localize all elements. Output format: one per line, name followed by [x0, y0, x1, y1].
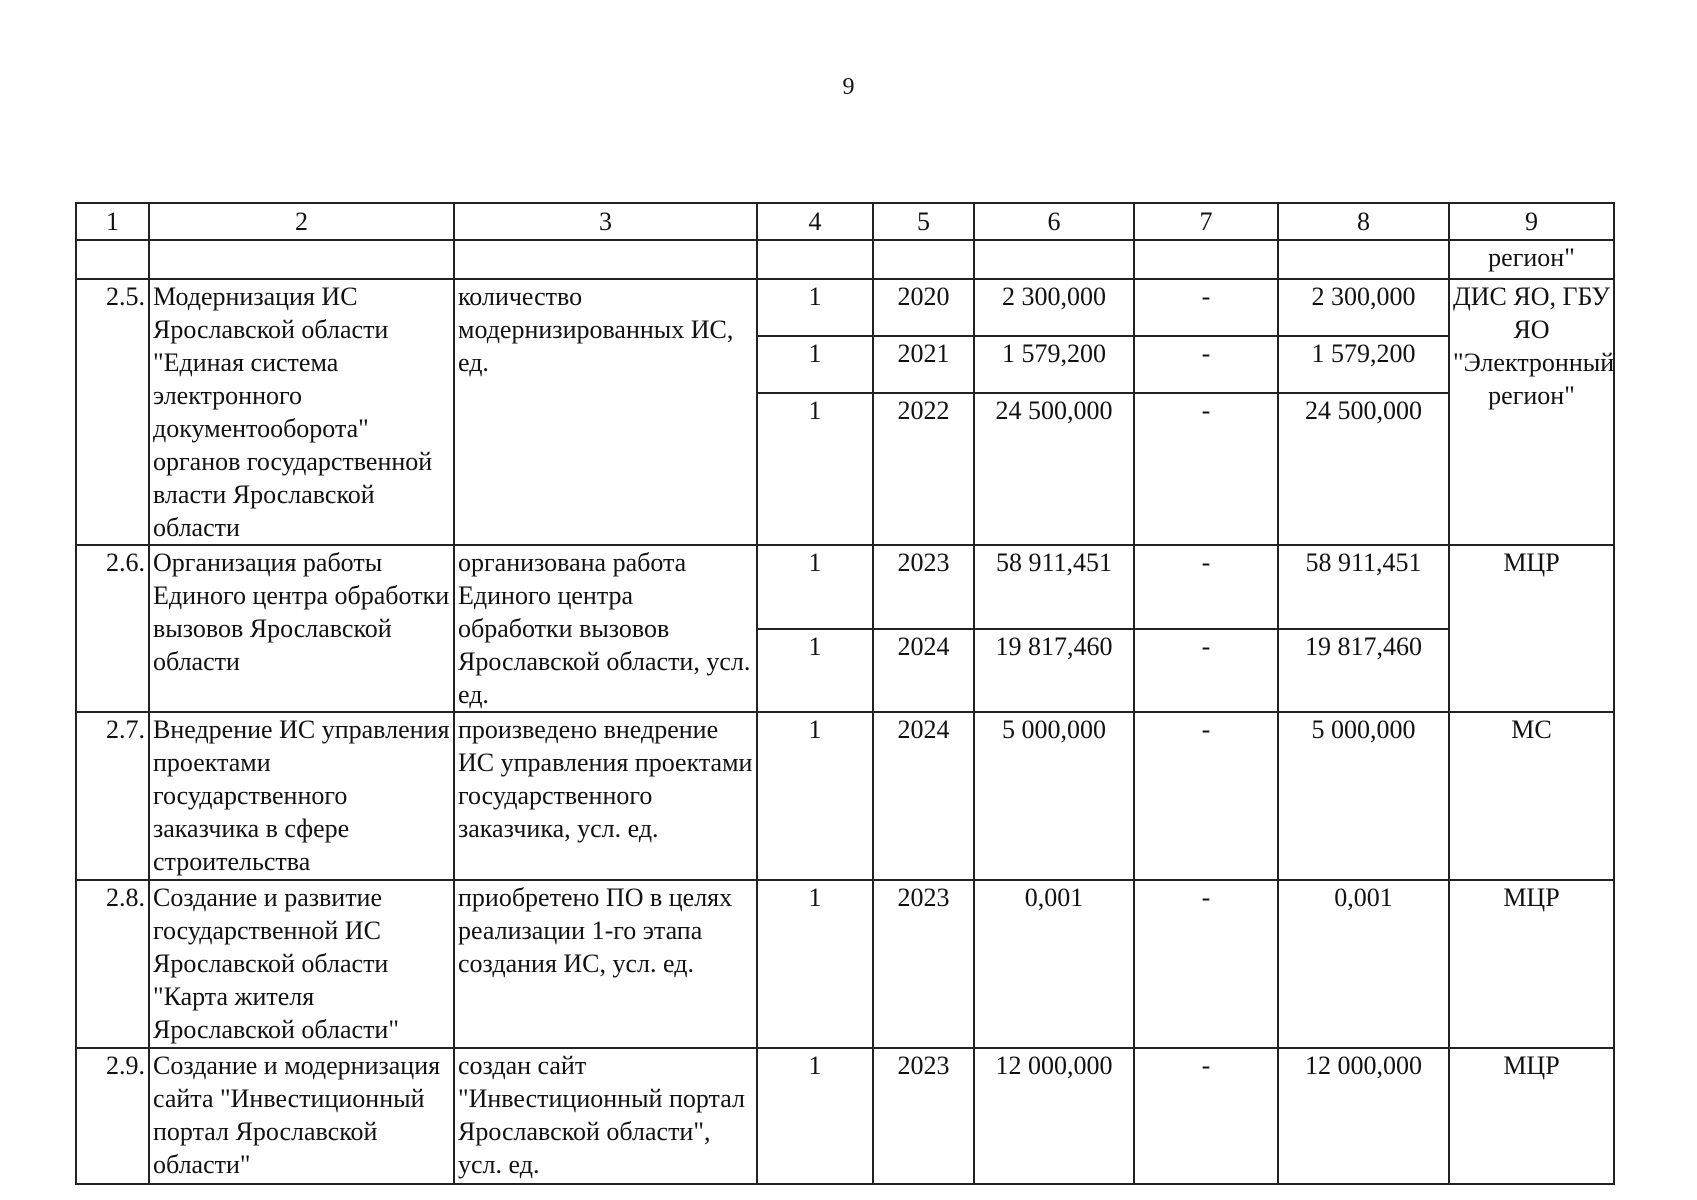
regional-amount: 24 500,000: [1278, 393, 1449, 545]
year: 2024: [873, 712, 974, 880]
executor: МС: [1449, 712, 1614, 880]
executor: МЦР: [1449, 545, 1614, 712]
header-cell: 1: [76, 203, 149, 240]
quantity: 1: [757, 712, 873, 880]
measure-name: Создание и модернизация сайта "Инвестиционный портал Ярославской области": [149, 1048, 454, 1184]
table-row: [76, 712, 1614, 880]
measure-name: Создание и развитие государственной ИС Ярославской области "Карта жителя Ярославской области": [149, 880, 454, 1048]
regional-amount: 5 000,000: [1278, 712, 1449, 880]
header-cell: 2: [149, 203, 454, 240]
empty-cell: [757, 240, 873, 279]
table-row: [76, 1048, 1614, 1184]
measure-name: Внедрение ИС управления проектами государственного заказчика в сфере строительства: [149, 712, 454, 880]
year: 2023: [873, 545, 974, 629]
row-number: 2.6.: [76, 545, 149, 712]
executor: ДИС ЯО, ГБУ ЯО "Электронный регион": [1449, 279, 1614, 545]
total-amount: 5 000,000: [974, 712, 1134, 880]
federal-amount: -: [1134, 336, 1278, 393]
quantity: 1: [757, 393, 873, 545]
federal-amount: -: [1134, 629, 1278, 713]
indicator: организована работа Единого центра обработки вызовов Ярославской области, усл. ед.: [454, 545, 757, 712]
empty-cell: [76, 240, 149, 279]
federal-amount: -: [1134, 545, 1278, 629]
row-number: 2.7.: [76, 712, 149, 880]
header-cell: 8: [1278, 203, 1449, 240]
total-amount: 58 911,451: [974, 545, 1134, 629]
continuation-row: [76, 240, 1614, 279]
page-number: 9: [842, 74, 855, 100]
executor: МЦР: [1449, 1048, 1614, 1184]
table-row: [76, 279, 1614, 336]
empty-cell: [454, 240, 757, 279]
measure-name: Организация работы Единого центра обработки вызовов Ярославской области: [149, 545, 454, 712]
indicator: создан сайт "Инвестиционный портал Ярославской области", усл. ед.: [454, 1048, 757, 1184]
header-row: [76, 203, 1614, 240]
row-number: 2.9.: [76, 1048, 149, 1184]
empty-cell: [1278, 240, 1449, 279]
year: 2021: [873, 336, 974, 393]
quantity: 1: [757, 629, 873, 713]
empty-cell: [974, 240, 1134, 279]
executor: МЦР: [1449, 880, 1614, 1048]
empty-cell: [1134, 240, 1278, 279]
row-number: 2.8.: [76, 880, 149, 1048]
federal-amount: -: [1134, 279, 1278, 336]
regional-amount: 2 300,000: [1278, 279, 1449, 336]
header-cell: 3: [454, 203, 757, 240]
total-amount: 1 579,200: [974, 336, 1134, 393]
year: 2023: [873, 1048, 974, 1184]
year: 2020: [873, 279, 974, 336]
total-amount: 24 500,000: [974, 393, 1134, 545]
table-row: [76, 880, 1614, 1048]
program-table: [75, 202, 1615, 1185]
empty-cell: [873, 240, 974, 279]
header-cell: 5: [873, 203, 974, 240]
indicator: произведено внедрение ИС управления проектами государственного заказчика, усл. ед.: [454, 712, 757, 880]
quantity: 1: [757, 1048, 873, 1184]
header-cell: 6: [974, 203, 1134, 240]
header-cell: 4: [757, 203, 873, 240]
year: 2024: [873, 629, 974, 713]
empty-cell: [149, 240, 454, 279]
year: 2022: [873, 393, 974, 545]
quantity: 1: [757, 279, 873, 336]
quantity: 1: [757, 545, 873, 629]
federal-amount: -: [1134, 1048, 1278, 1184]
federal-amount: -: [1134, 712, 1278, 880]
year: 2023: [873, 880, 974, 1048]
regional-amount: 12 000,000: [1278, 1048, 1449, 1184]
total-amount: 2 300,000: [974, 279, 1134, 336]
regional-amount: 0,001: [1278, 880, 1449, 1048]
regional-amount: 58 911,451: [1278, 545, 1449, 629]
header-cell: 7: [1134, 203, 1278, 240]
table-row: [76, 545, 1614, 629]
indicator: количество модернизированных ИС, ед.: [454, 279, 757, 545]
executor-continuation: регион": [1449, 240, 1614, 279]
federal-amount: -: [1134, 393, 1278, 545]
quantity: 1: [757, 336, 873, 393]
regional-amount: 19 817,460: [1278, 629, 1449, 713]
indicator: приобретено ПО в целях реализации 1-го этапа создания ИС, усл. ед.: [454, 880, 757, 1048]
total-amount: 12 000,000: [974, 1048, 1134, 1184]
total-amount: 19 817,460: [974, 629, 1134, 713]
header-cell: 9: [1449, 203, 1614, 240]
total-amount: 0,001: [974, 880, 1134, 1048]
row-number: 2.5.: [76, 279, 149, 545]
federal-amount: -: [1134, 880, 1278, 1048]
regional-amount: 1 579,200: [1278, 336, 1449, 393]
quantity: 1: [757, 880, 873, 1048]
measure-name: Модернизация ИС Ярославской области "Единая система электронного документооборота" органов государственной власти Ярославской области: [149, 279, 454, 545]
